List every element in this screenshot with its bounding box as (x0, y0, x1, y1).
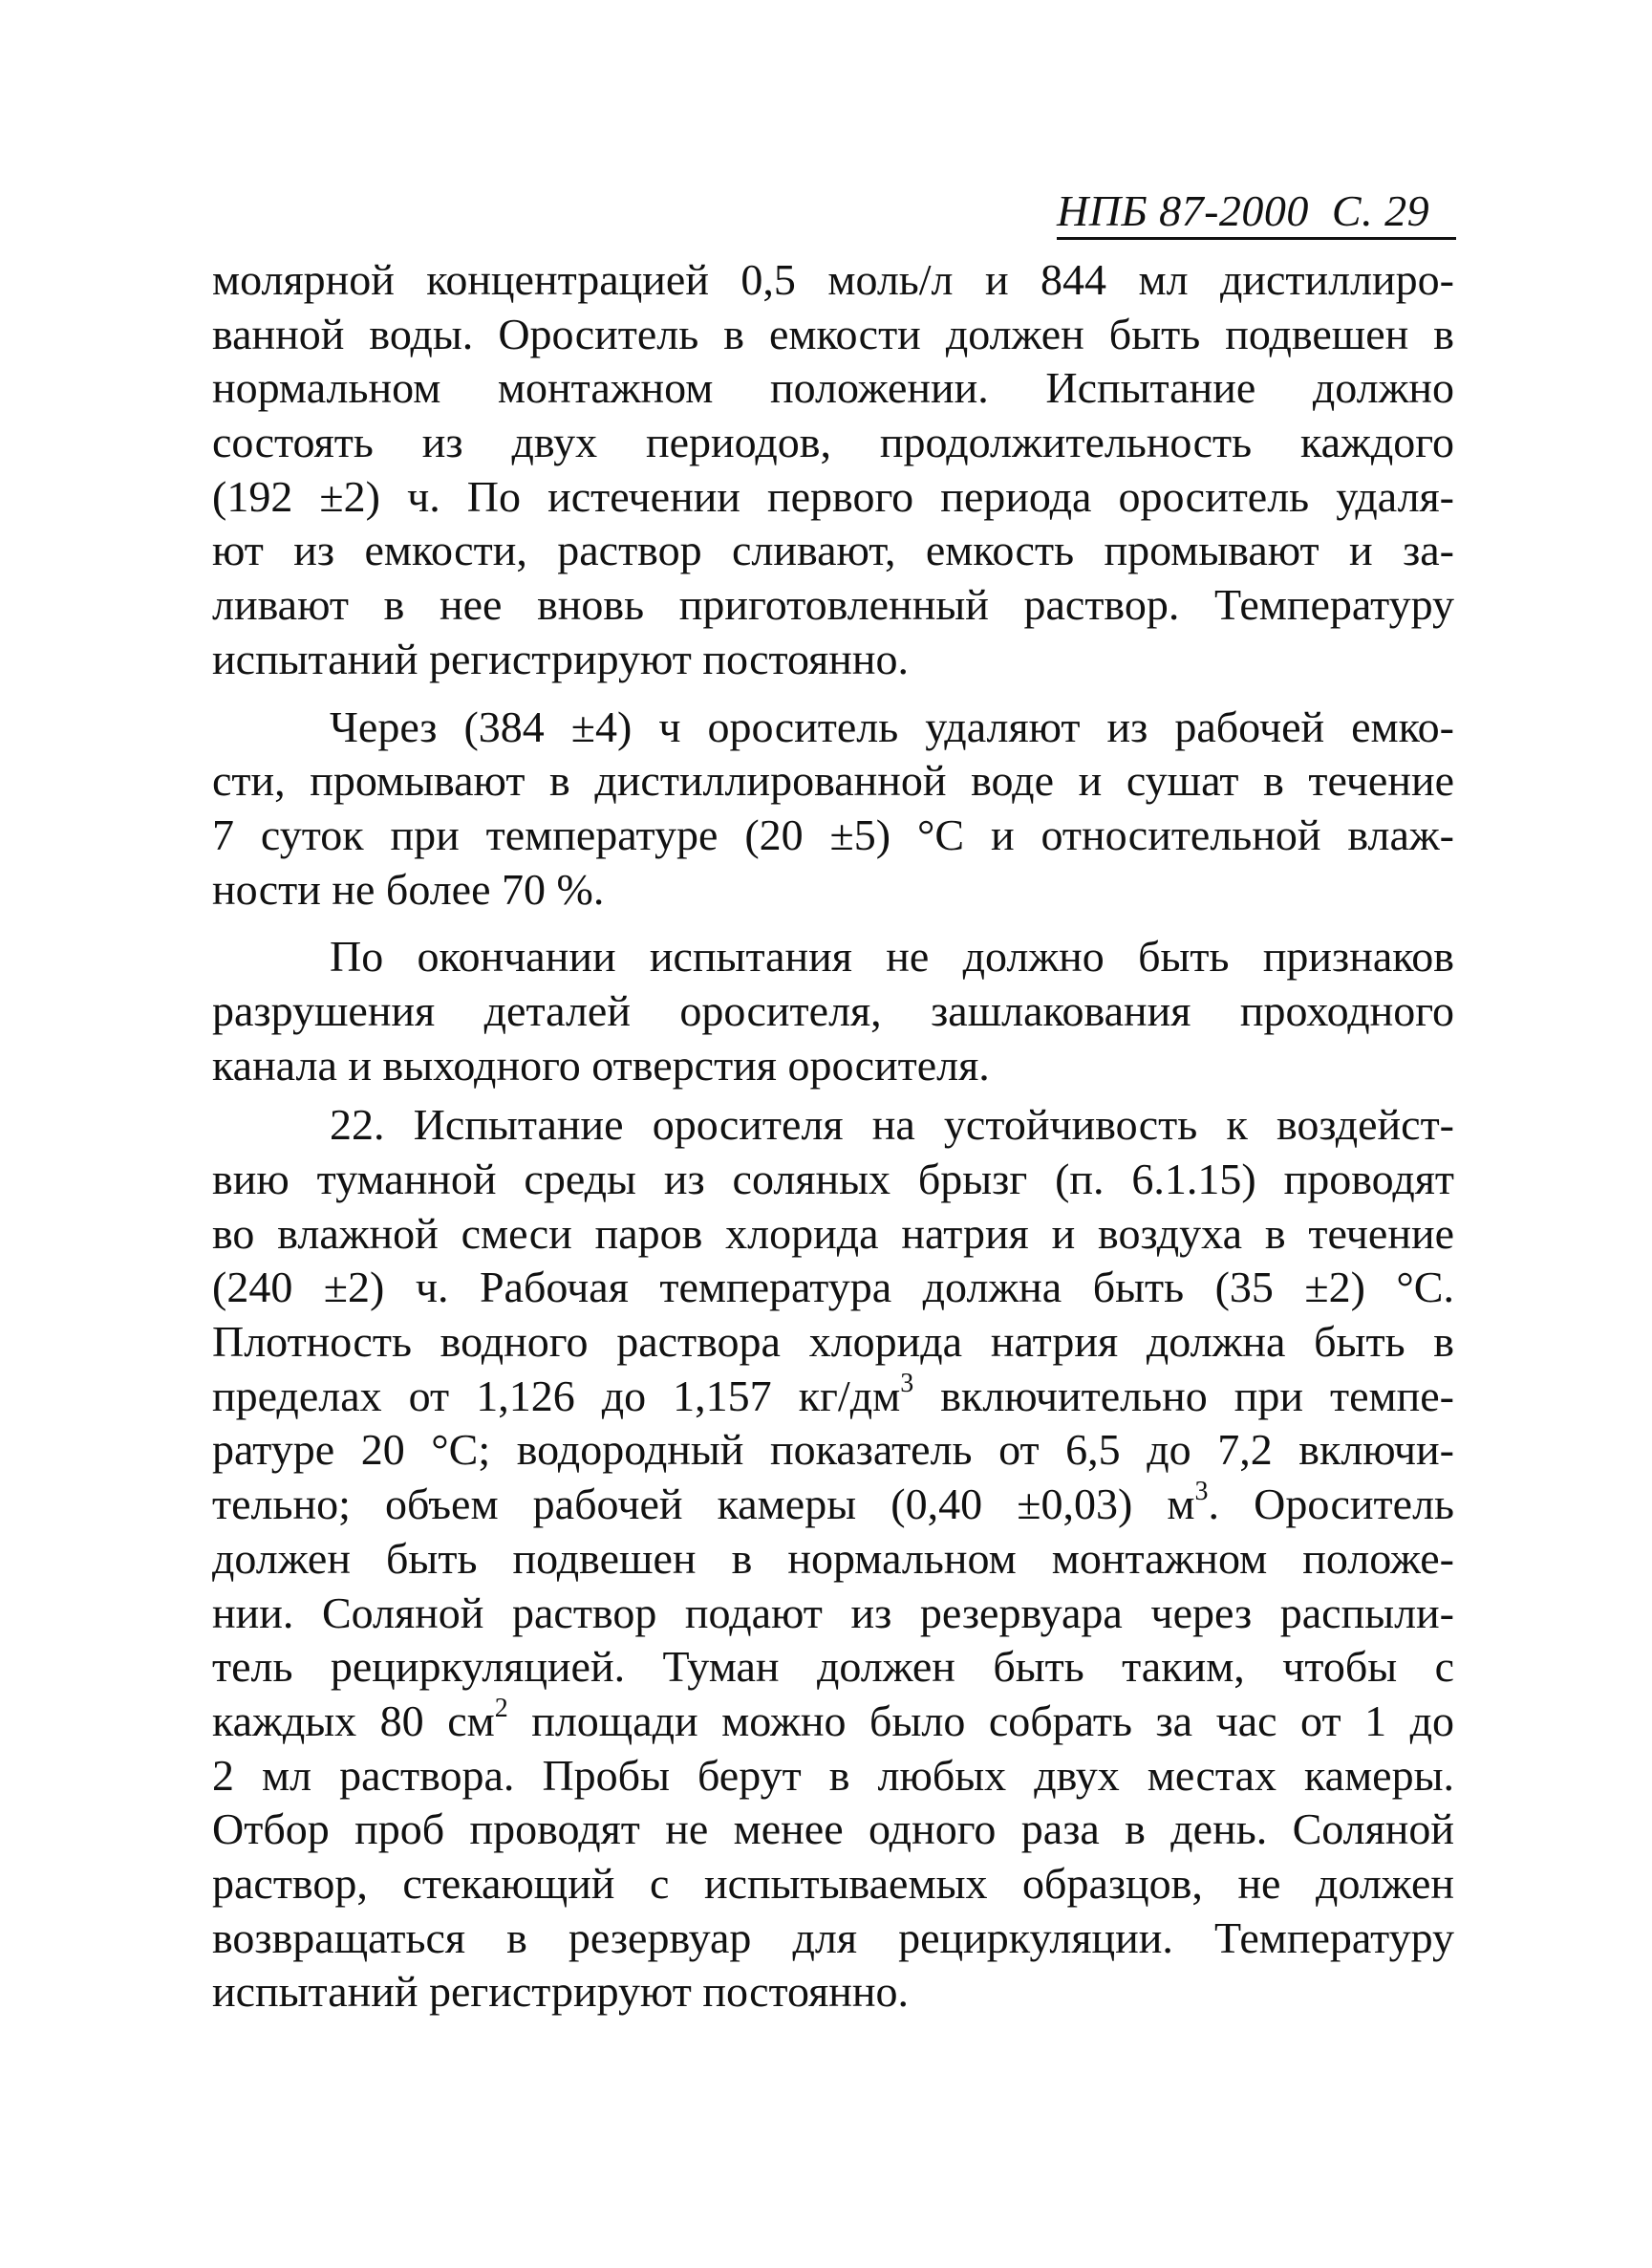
text-line: раствор, стекающий с испытываемых образцов, не должен (212, 1858, 1454, 1908)
text-line: Через (384 ±4) ч ороситель удаляют из рабочей емко- (330, 702, 1454, 751)
text-fragment: . Ороситель (1208, 1480, 1454, 1529)
page-header (1057, 187, 1456, 240)
paragraph (212, 701, 1454, 918)
text-line (212, 1370, 1454, 1424)
text-line: Плотность водного раствора хлорида натрия должна быть в (212, 1317, 1454, 1367)
text-line: (192 ±2) ч. По истечении первого периода ороситель удаля- (212, 471, 1454, 521)
text-line (212, 1478, 1454, 1532)
text-line: возвращаться в резервуар для рециркуляции. Температуру (212, 1912, 1454, 1962)
paragraph (212, 253, 1454, 687)
paragraph (212, 930, 1454, 1092)
text-line: канала и выходного отверстия оросителя. (212, 1040, 990, 1090)
text-fragment: включительно при темпе- (913, 1371, 1454, 1420)
text-line: во влажной смеси паров хлорида натрия и воздуха в течение (212, 1208, 1454, 1258)
text-fragment: площади можно было собрать за час от 1 до (507, 1696, 1454, 1745)
document-body (212, 253, 1454, 2020)
text-fragment: пределах от 1,126 до 1,157 кг/дм (212, 1371, 901, 1420)
text-line: вию туманной среды из соляных брызг (п. 6.1.15) проводят (212, 1155, 1454, 1203)
superscript: 3 (900, 1368, 914, 1398)
text-line: ливают в нее вновь приготовленный раствор. Температуру (212, 580, 1454, 630)
text-line: разрушения деталей оросителя, зашлакования проходного (212, 985, 1454, 1035)
text-line: тель рециркуляцией. Туман должен быть таким, чтобы с (212, 1642, 1454, 1692)
text-line: испытаний регистрируют постоянно. (212, 634, 910, 683)
page-number: С. 29 (1331, 186, 1430, 235)
text-line: молярной концентрацией 0,5 моль/л и 844 мл дистиллиро- (212, 255, 1454, 304)
text-line: 22. Испытание оросителя на устойчивость к воздейст- (330, 1100, 1454, 1150)
text-line: нормальном монтажном положении. Испытание должно (212, 363, 1454, 413)
text-line: состоять из двух периодов, продолжительность каждого (212, 418, 1454, 467)
text-line (212, 1695, 1454, 1749)
text-line: 2 мл раствора. Пробы берут в любых двух местах камеры. (212, 1750, 1454, 1800)
superscript: 3 (1194, 1477, 1209, 1507)
text-line: ности не более 70 %. (212, 864, 605, 914)
text-fragment: каждых 80 см (212, 1696, 495, 1745)
text-line: сти, промывают в дистиллированной воде и сушат в течение (212, 756, 1454, 806)
text-line: нии. Соляной раствор подают из резервуара через распыли- (212, 1588, 1454, 1637)
text-line: Отбор проб проводят не менее одного раза в день. Соляной (212, 1804, 1454, 1854)
text-line: ратуре 20 °С; водородный показатель от 6,5 до 7,2 включи- (212, 1425, 1454, 1475)
text-line: испытаний регистрируют постоянно. (212, 1967, 910, 2017)
text-line: должен быть подвешен в нормальном монтажном положе- (212, 1533, 1454, 1583)
text-fragment: тельно; объем рабочей камеры (0,40 ±0,03) м (212, 1480, 1195, 1529)
text-line: ют из емкости, раствор сливают, емкость промывают и за- (212, 526, 1454, 575)
text-line: 7 суток при температуре (20 ±5) °С и относительной влаж- (212, 810, 1454, 859)
paragraph-item-22 (212, 1098, 1454, 2020)
text-line: По окончании испытания не должно быть признаков (330, 932, 1454, 982)
text-line: (240 ±2) ч. Рабочая температура должна быть (35 ±2) °С. (212, 1263, 1454, 1312)
superscript: 2 (494, 1693, 508, 1723)
text-line: ванной воды. Ороситель в емкости должен быть подвешен в (212, 309, 1454, 358)
document-code: НПБ 87-2000 (1057, 186, 1309, 235)
